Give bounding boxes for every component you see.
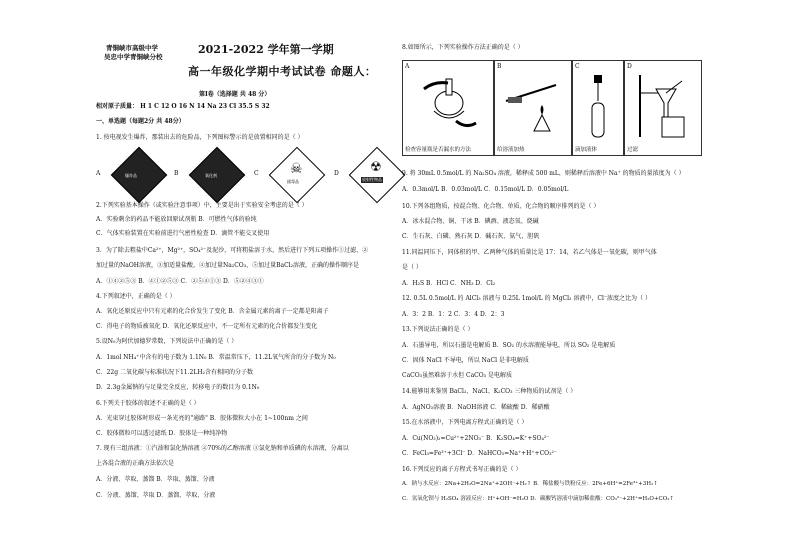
term-title: 2021-2022 学年第一学期 (198, 43, 334, 56)
hazard-label-b: 氧化剂 (205, 173, 217, 178)
q6-options-ab: A．光束穿过胶体时形成一条光亮的"通路" B．胶体微粒大小在 1~100nm 之间 (96, 415, 308, 422)
q8-caption-a: 检查容量瓶是否漏水的方法 (405, 147, 472, 153)
question-9: 9. 将 30mL 0.5mol/L 的 Na₂SO₄ 溶液，稀释成 500 mL，则稀释后溶液中 Na⁺ 的物质的量浓度为（ ） (402, 170, 685, 177)
q7-options-cd: C．分液、蒸馏、萃取 D．蒸馏、萃取、分液 (96, 492, 216, 499)
q2-options-cd: C．气体实验装置在实验前进行气密性检查 D．滴管不能交叉使用 (96, 230, 270, 237)
q16-options-ab: A．钠与水反应：2Na+2H₂O=2Na⁺+2OH⁻+H₂↑ B．稀盐酸与铁粉反应：2Fe+6H⁺=2Fe³⁺+3H₂↑ (402, 481, 658, 487)
school-name-2: 吴忠中学青铜峡分校 (104, 53, 163, 61)
radioactive-icon: ☢ 放射性物品 (348, 146, 404, 202)
question-12: 12. 0.5L 0.5mol/L 的 AlCl₃ 溶液与 0.25L 1mol/L 的 MgCl₂ 溶液中，Cl⁻浓度之比为（ ） (402, 295, 651, 302)
question-7: 7. 现有三组溶液：①汽油和氯化钠溶液 ②70%的乙醇溶液 ③氯化钠和单质碘的水溶液，分离以 (96, 445, 349, 452)
q6-options-cd: C．胶体微粒可以透过滤纸 D．胶体是一种纯净物 (96, 430, 228, 437)
q8-figure-grid (402, 60, 702, 156)
q7-options-ab: A．分液、萃取、蒸馏 B．萃取、蒸馏、分液 (96, 476, 215, 483)
q8-option-b (494, 60, 572, 156)
volumetric-flask-icon (404, 71, 494, 141)
question-5: 5.设N₀为阿伏加德罗常数，下列说法中正确的是（ ） (96, 338, 238, 345)
oxidizer-icon (188, 146, 244, 202)
question-1: 1. 按电视发生爆炸，那装出去的危险品，下列图标警示的是放置相同的是（ ） (96, 134, 304, 141)
q13-option-d: CaCO₃虽然难溶于水但 CaCO₃ 是电解质 (402, 372, 512, 379)
q8-caption-c: 滴加液体 (575, 147, 598, 153)
hazard-letter-c: C (254, 170, 259, 177)
question-7-cont: 上各混合液的正确方法依次是 (96, 460, 175, 467)
question-3: 3．为了除去粗盐中Ca²⁺，Mg²⁺，SO₄²⁻及泥沙，可将粗盐溶于水，然后进行下列五项操作①过滤，② (96, 247, 369, 254)
q15-options-ab: A．Cu(NO₃)₂=Cu²⁺+2NO₃⁻ B．K₂SO₄=K⁺+SO₄²⁻ (402, 435, 550, 442)
q14-options: A．AgNO₃溶液 B．NaOH溶液 C．稀硫酸 D．稀硝酸 (402, 404, 550, 411)
q16-options-cd: C．氢氧化钡与 H₂SO₄ 溶液反应：H⁺+OH⁻=H₂O D．碳酸钙溶液中滴加稀盐酸：CO₃²⁻+2H⁺=H₂O+CO₂↑ (402, 496, 675, 502)
question-15: 15.在水溶液中，下列电离方程式正确的是（ ） (402, 419, 528, 426)
q10-options-ab: A．冰水混合物、铜、干冰 B．碘酒、液态氧、烧碱 (402, 218, 539, 225)
q11-options: A．H₂S B．HCl C．NH₃ D．Cl₂ (402, 280, 496, 287)
q12-options: A．3：2 B．1：2 C．3：4 D．2：3 (402, 311, 505, 318)
exam-title: 高一年级化学期中考试试卷 命题人： (188, 65, 377, 78)
q8-caption-b: 给溶液加热 (497, 147, 525, 153)
question-4: 4.下列叙述中，正确的是（ ） (96, 293, 176, 300)
filter-funnel-icon (626, 71, 702, 141)
q13-options-ab: A．石墨导电，所以石墨是电解质 B．SO₂ 的水溶液能导电，所以 SO₂ 是电解质 (402, 342, 616, 349)
toxic-icon: ☠ 剧毒品 (268, 146, 324, 202)
q4-options-cd: C．得电子的物质被氧化 D．氧化还原反应中，不一定所有元素的化合价都发生变化 (96, 323, 318, 330)
atomic-mass-line: 相对原子质量： H 1 C 12 O 16 N 14 Na 23 Cl 35.5 S 32 (96, 103, 270, 110)
question-6: 6.下列关于胶体的叙述不正确的是（ ） (96, 400, 200, 407)
q8-caption-d: 过滤 (627, 147, 639, 153)
q15-options-cd: C．FeCl₃=Fe³⁺+3Cl⁻ D．NaHCO₃=Na⁺+H⁺+CO₃²⁻ (402, 450, 558, 457)
hazard-label-c: 剧毒品 (287, 179, 299, 184)
q8-letter-b: B (497, 63, 502, 70)
question-3-cont: 加过量的NaOH溶液，③加适量盐酸，④加过量Na₂CO₃，⑤加过量BaCl₂溶液，正确的操作顺序是 (96, 262, 360, 269)
q5-option-c: C．22g 二氧化碳与标准状况下11.2LH₂含有相同的分子数 (96, 369, 253, 376)
question-2: 2.下列实验基本操作（或实验注意事项）中，主要是出于实验安全考虑的是（ ） (96, 202, 308, 209)
q9-options: A．0.3mol/L B．0.03mol/L C．0.15mol/L D．0.05mol/L (402, 186, 569, 193)
q8-letter-c: C (575, 63, 580, 70)
question-11: 11.同温同压下，同体积的甲、乙两种气体的质量比是 17：14，若乙气体是一氧化碳，则甲气体 (402, 249, 657, 256)
hazard-letter-a: A (96, 170, 101, 177)
question-11-cont: 是（ ） (402, 264, 422, 271)
hazard-letter-d: D (334, 170, 339, 177)
explosive-icon (110, 146, 166, 202)
q10-options-cd: C．生石灰、白磷、熟石灰 D．碱石灰、氨气、胆矾 (402, 233, 540, 240)
question-8: 8.如图所示，下列实验操作方法正确的是（ ） (402, 44, 524, 51)
hazard-label-d: 放射性物品 (362, 177, 382, 182)
volume-heading: 第Ⅰ卷（选择题 共 48 分） (199, 91, 271, 98)
q8-option-a (402, 60, 494, 156)
hazard-letter-b: B (174, 170, 179, 177)
question-14: 14.能够用来鉴别 BaCl₂、NaCl、K₂CO₃ 三种物质的试剂是（ ） (402, 388, 577, 395)
q8-option-d (624, 60, 702, 156)
question-13: 13.下列说法正确的是（ ） (402, 326, 474, 333)
q5-option-d: D．2.3g金属钠的与足量完全反应，转移电子的数目为 0.1N₀ (96, 384, 260, 391)
q8-letter-a: A (405, 63, 410, 70)
dropper-icon (574, 71, 624, 141)
q2-options-ab: A．实验剩余的药品不能放回原试剂瓶 B．可燃性气体的验纯 (96, 216, 257, 223)
q5-options-ab: A．1mol NH₄⁺中含有的电子数为 1.1N₀ B．常温常压下，11.2L氧气所含的分子数为 N₀ (96, 354, 336, 361)
school-name-1: 青铜峡市高级中学 (106, 44, 158, 52)
section-heading: 一、单选题（每题2分 共 48分） (96, 118, 185, 125)
q3-options: A．①④②⑤③ B．④①②⑤③ C．②⑤④①③ D．⑤②④③① (96, 278, 264, 285)
q4-options-ab: A．氧化还原反应中只有元素的化合价发生了变化 B．含金属元素的离子一定都是阳离子 (96, 308, 329, 315)
q8-option-c (572, 60, 624, 156)
question-16: 16.下列反应的离子方程式书写正确的是（ ） (402, 466, 522, 473)
heating-tube-icon (496, 71, 572, 141)
q13-option-c: C．固体 NaCl 不导电，所以 NaCl 是非电解质 (402, 357, 529, 364)
hazard-label-a: 爆炸品 (125, 173, 137, 178)
question-10: 10.下列各组物质，按混合物、化合物、单质、化合物的顺序排列的是（ ） (402, 203, 600, 210)
q8-letter-d: D (627, 63, 632, 70)
